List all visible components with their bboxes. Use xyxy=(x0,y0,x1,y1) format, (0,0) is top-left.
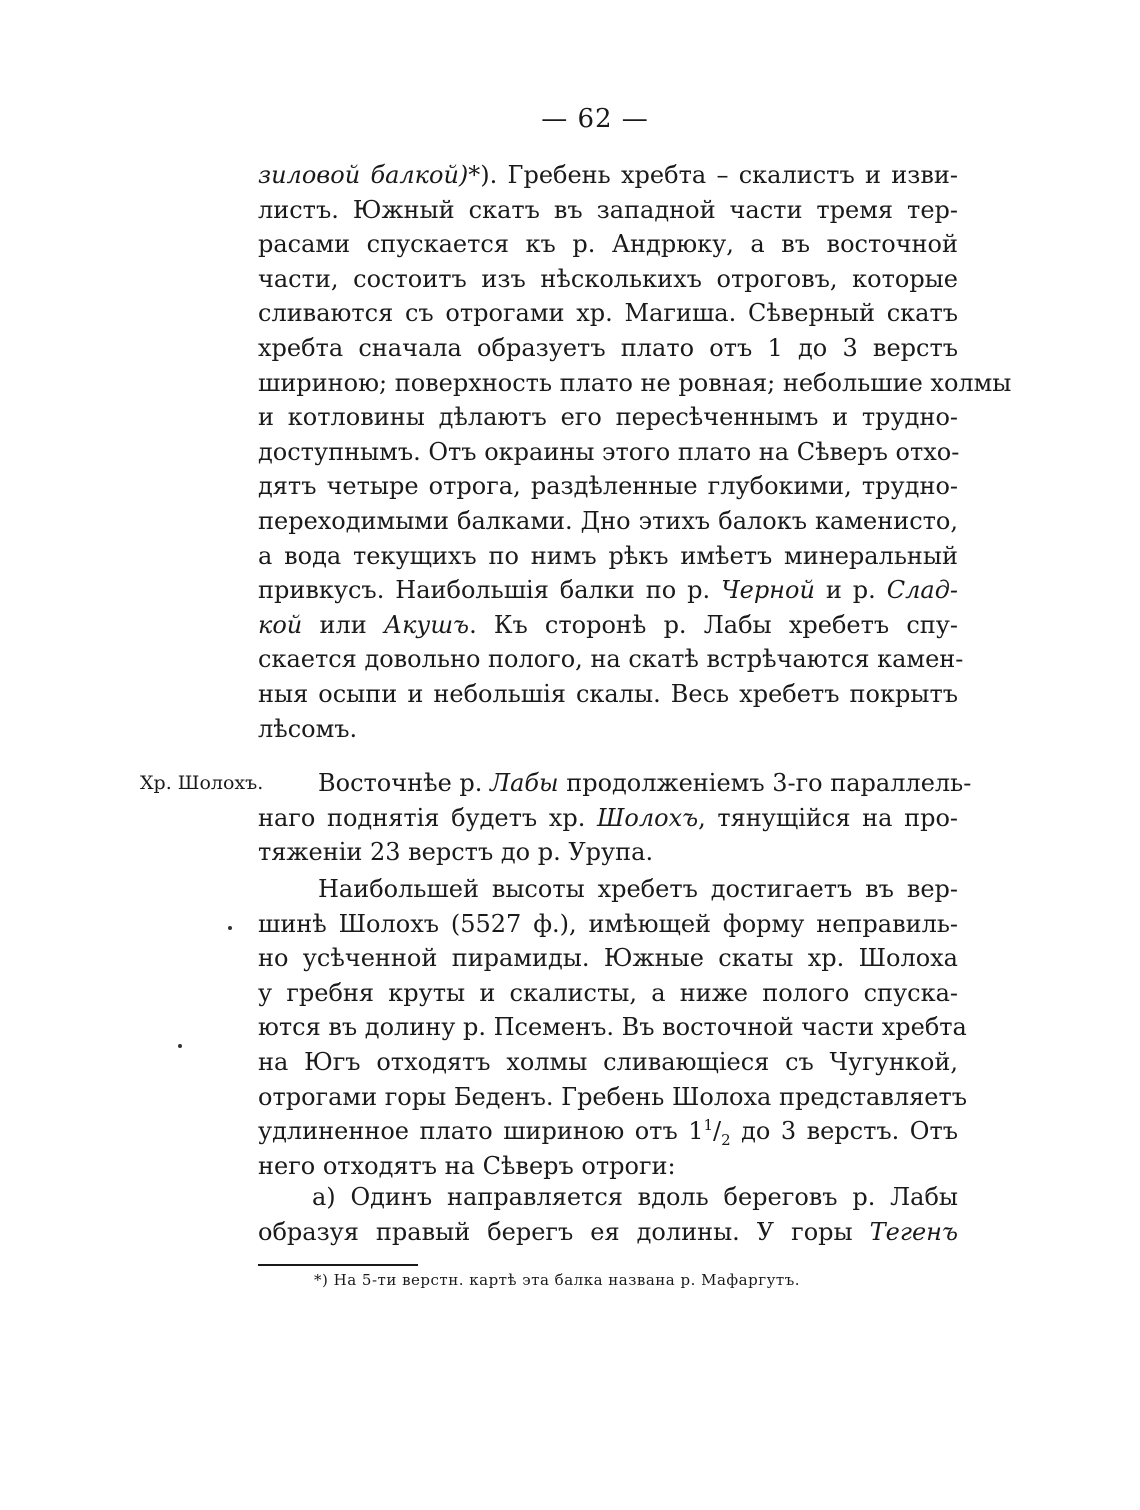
text-line: и котловины дѣлаютъ его пересѣченнымъ и трудно- xyxy=(258,403,958,432)
text-line: зиловой балкой)*). Гребень хребта – скалистъ и изви- xyxy=(258,161,958,189)
text-line: скается довольно полого, на скатѣ встрѣчаются камен- xyxy=(258,645,964,674)
scan-speck xyxy=(178,1044,182,1048)
text-line: ныя осыпи и небольшія скалы. Весь хребетъ покрытъ xyxy=(258,680,958,708)
text-line: на Югъ отходятъ холмы сливающіеся съ Чугункой, xyxy=(258,1048,958,1076)
text-line: привкусъ. Наибольшія балки по р. Черной и р. Слад- xyxy=(258,576,959,605)
text-line: Наибольшей высоты хребетъ достигаетъ въ вер- xyxy=(318,875,958,903)
text-line: дятъ четыре отрога, раздѣленные глубокими, трудно- xyxy=(258,472,958,501)
text-line: листъ. Южный скатъ въ западной части тремя тер- xyxy=(258,195,958,224)
text-line: лѣсомъ. xyxy=(258,714,358,743)
text-line: но усѣченной пирамиды. Южные скаты хр. Шолоха xyxy=(258,944,958,973)
text-line: отрогами горы Беденъ. Гребень Шолоха представляетъ xyxy=(258,1082,967,1111)
scan-speck xyxy=(228,926,232,930)
text-line: у гребня круты и скалисты, а ниже полого спуска- xyxy=(258,978,958,1007)
text-line: образуя правый берегъ ея долины. У горы Тегенъ xyxy=(258,1217,958,1246)
footnote-rule xyxy=(258,1264,418,1266)
text-line: кой или Акушъ. Къ сторонѣ р. Лабы хребетъ спу- xyxy=(258,610,959,639)
text-line: шириною; поверхность плато не ровная; небольшие холмы xyxy=(258,368,1012,397)
text-line: Восточнѣе р. Лабы продолженіемъ 3-го параллель- xyxy=(318,769,972,797)
text-line: сливаются съ отрогами хр. Магиша. Сѣверный скатъ xyxy=(258,299,958,328)
text-line: расами спускается къ р. Андрюку, а въ восточной xyxy=(258,230,958,259)
text-line: ются въ долину р. Псеменъ. Въ восточной части хребта xyxy=(258,1013,967,1042)
text-line: переходимыми балками. Дно этихъ балокъ каменисто, xyxy=(258,507,958,535)
text-line: части, состоитъ изъ нѣсколькихъ отроговъ, которые xyxy=(258,264,958,293)
margin-note: Хр. Шолохъ. xyxy=(140,772,264,794)
text-line: шинѣ Шолохъ (5527 ф.), имѣющей форму неправиль- xyxy=(258,909,958,938)
text-line: удлиненное плато шириною отъ $1^1/_2$ до 3 верстъ. Отъ xyxy=(258,1116,958,1149)
footnote: *) На 5-ти верстн. картѣ эта балка названа р. Мафаргутъ. xyxy=(314,1271,801,1289)
page-number: — 62 — xyxy=(541,104,649,134)
text-line: хребта сначала образуетъ плато отъ 1 до 3 верстъ xyxy=(258,334,958,362)
text-line: наго поднятія будетъ хр. Шолохъ, тянущійся на про- xyxy=(258,803,959,832)
text-line: доступнымъ. Отъ окраины этого плато на Сѣверъ отхо- xyxy=(258,437,960,466)
text-line: а вода текущихъ по нимъ рѣкъ имѣетъ минеральный xyxy=(258,541,958,570)
text-line: тяженіи 23 верстъ до р. Урупа. xyxy=(258,838,654,867)
text-line: него отходятъ на Сѣверъ отроги: xyxy=(258,1151,676,1180)
text-line: а) Одинъ направляется вдоль береговъ р. Лабы xyxy=(312,1183,958,1211)
